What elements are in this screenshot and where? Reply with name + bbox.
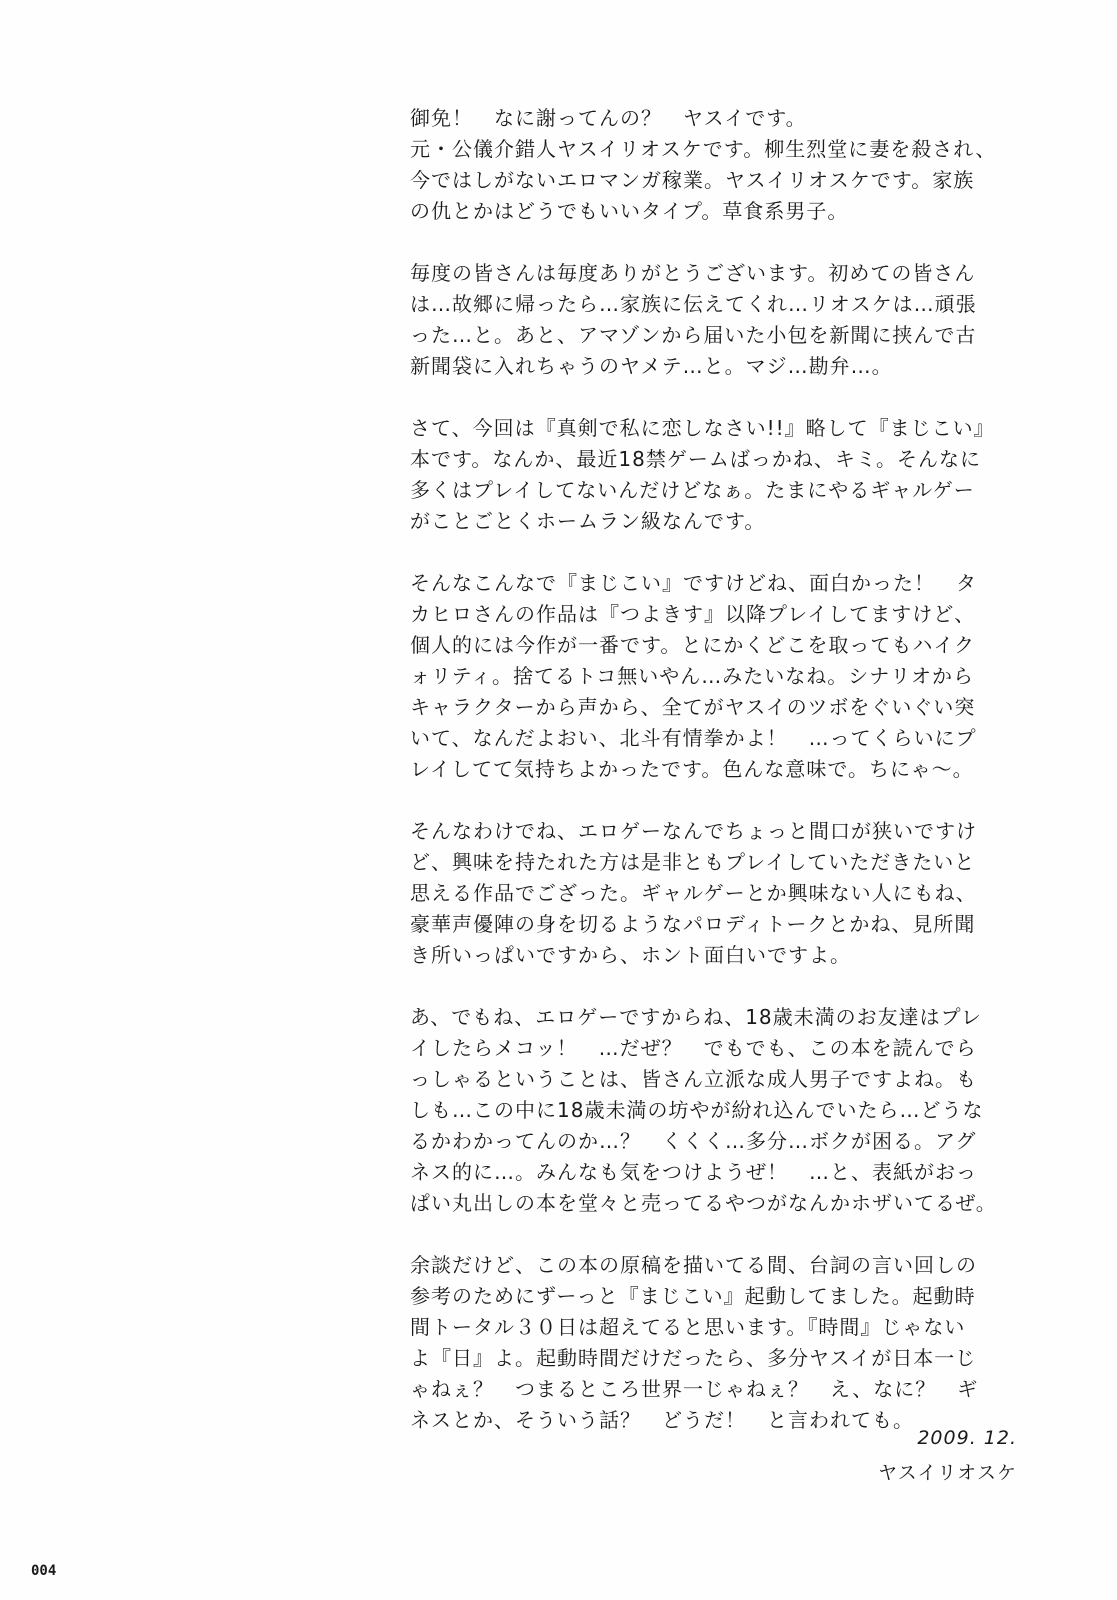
text-line: よ『日』よ。起動時間だけだったら、多分ヤスイが日本一じ xyxy=(410,1346,977,1370)
signoff-date: 2009. 12. xyxy=(917,1427,1017,1449)
text-line: 個人的には今作が一番です。とにかくどこを取ってもハイク xyxy=(410,633,975,657)
text-line: ぱい丸出しの本を堂々と売ってるやつがなんかホザいてるぜ。 xyxy=(410,1191,997,1215)
text-line: 余談だけど、この本の原稿を描いてる間、台詞の言い回しの xyxy=(410,1253,977,1277)
text-line: っしゃるということは、皆さん立派な成人男子ですよね。も xyxy=(410,1067,977,1091)
text-line: 新聞袋に入れちゃうのヤメテ…と。マジ…勘弁…。 xyxy=(410,354,893,378)
paragraph-4 xyxy=(410,568,1020,785)
paragraph-3 xyxy=(410,413,1020,537)
paragraph-2 xyxy=(410,258,1020,382)
text-line: いて、なんだよおい、北斗有情拳かよ！ …ってくらいにプ xyxy=(410,726,977,750)
text-line: った…と。あと、アマゾンから届いた小包を新聞に挟んで古 xyxy=(410,323,977,347)
text-line: 元・公儀介錯人ヤスイリオスケです。柳生烈堂に妻を殺され、 xyxy=(410,137,997,161)
text-line: さて、今回は『真剣で私に恋しなさい!!』略して『まじこい』 xyxy=(410,416,995,440)
text-line: るかわかってんのか…？ くくく…多分…ボクが困る。アグ xyxy=(410,1129,977,1153)
page-number: 004 xyxy=(31,1563,57,1579)
text-line: 思える作品でござった。ギャルゲーとか興味ない人にもね、 xyxy=(410,881,977,905)
signoff xyxy=(878,1423,1017,1489)
text-line: 豪華声優陣の身を切るようなパロディトークとかね、見所聞 xyxy=(410,912,976,936)
text-line: 本です。なんか、最近18禁ゲームばっかね、キミ。そんなに xyxy=(410,447,982,471)
text-line: しも…この中に18歳未満の坊やが紛れ込んでいたら…どうな xyxy=(410,1098,984,1122)
paragraph-1 xyxy=(410,103,1020,227)
text-line: ネスとか、そういう話？ どうだ！ と言われても。 xyxy=(410,1408,914,1432)
afterword-text xyxy=(410,103,1020,1467)
text-line: ど、興味を持たれた方は是非ともプレイしていただきたいと xyxy=(410,850,976,874)
text-line: 間トータル３０日は超えてると思います。『時間』じゃない xyxy=(410,1315,966,1339)
text-line: ォリティ。捨てるトコ無いやん…みたいなね。シナリオから xyxy=(410,664,974,688)
text-line: の仇とかはどうでもいいタイプ。草食系男子。 xyxy=(410,199,849,223)
text-line: 参考のためにずーっと『まじこい』起動してました。起動時 xyxy=(410,1284,976,1308)
paragraph-7 xyxy=(410,1250,1020,1436)
paragraph-6 xyxy=(410,1002,1020,1219)
text-line: がことごとくホームラン級なんです。 xyxy=(410,509,766,533)
text-line: ゃねぇ？ つまるところ世界一じゃねぇ？ え、なに？ ギ xyxy=(410,1377,979,1401)
paragraph-5 xyxy=(410,816,1020,971)
text-line: 多くはプレイしてないんだけどなぁ。たまにやるギャルゲー xyxy=(410,478,975,502)
text-line: は…故郷に帰ったら…家族に伝えてくれ…リオスケは…頑張 xyxy=(410,292,977,316)
text-line: ネス的に…。みんなも気をつけようぜ！ …と、表紙がおっ xyxy=(410,1160,977,1184)
text-line: き所いっぱいですから、ホント面白いですよ。 xyxy=(410,943,851,967)
text-line: イしたらメコッ！ …だぜ？ でもでも、この本を読んでら xyxy=(410,1036,977,1060)
text-line: あ、でもね、エロゲーですからね、18歳未満のお友達はプレ xyxy=(410,1005,982,1029)
text-line: カヒロさんの作品は『つよきす』以降プレイしてますけど、 xyxy=(410,602,976,626)
text-line: キャラクターから声から、全てがヤスイのツボをぐいぐい突 xyxy=(410,695,976,719)
text-line: 今ではしがないエロマンガ稼業。ヤスイリオスケです。家族 xyxy=(410,168,975,192)
text-line: 御免！ なに謝ってんの？ ヤスイです。 xyxy=(410,106,807,130)
signoff-author: ヤスイリオスケ xyxy=(878,1462,1017,1484)
text-line: そんなこんなで『まじこい』ですけどね、面白かった！ タ xyxy=(410,571,977,595)
text-line: そんなわけでね、エロゲーなんでちょっと間口が狭いですけ xyxy=(410,819,977,843)
text-line: 毎度の皆さんは毎度ありがとうございます。初めての皆さん xyxy=(410,261,976,285)
text-line: レイしてて気持ちよかったです。色んな意味で。ちにゃ〜。 xyxy=(410,757,974,781)
